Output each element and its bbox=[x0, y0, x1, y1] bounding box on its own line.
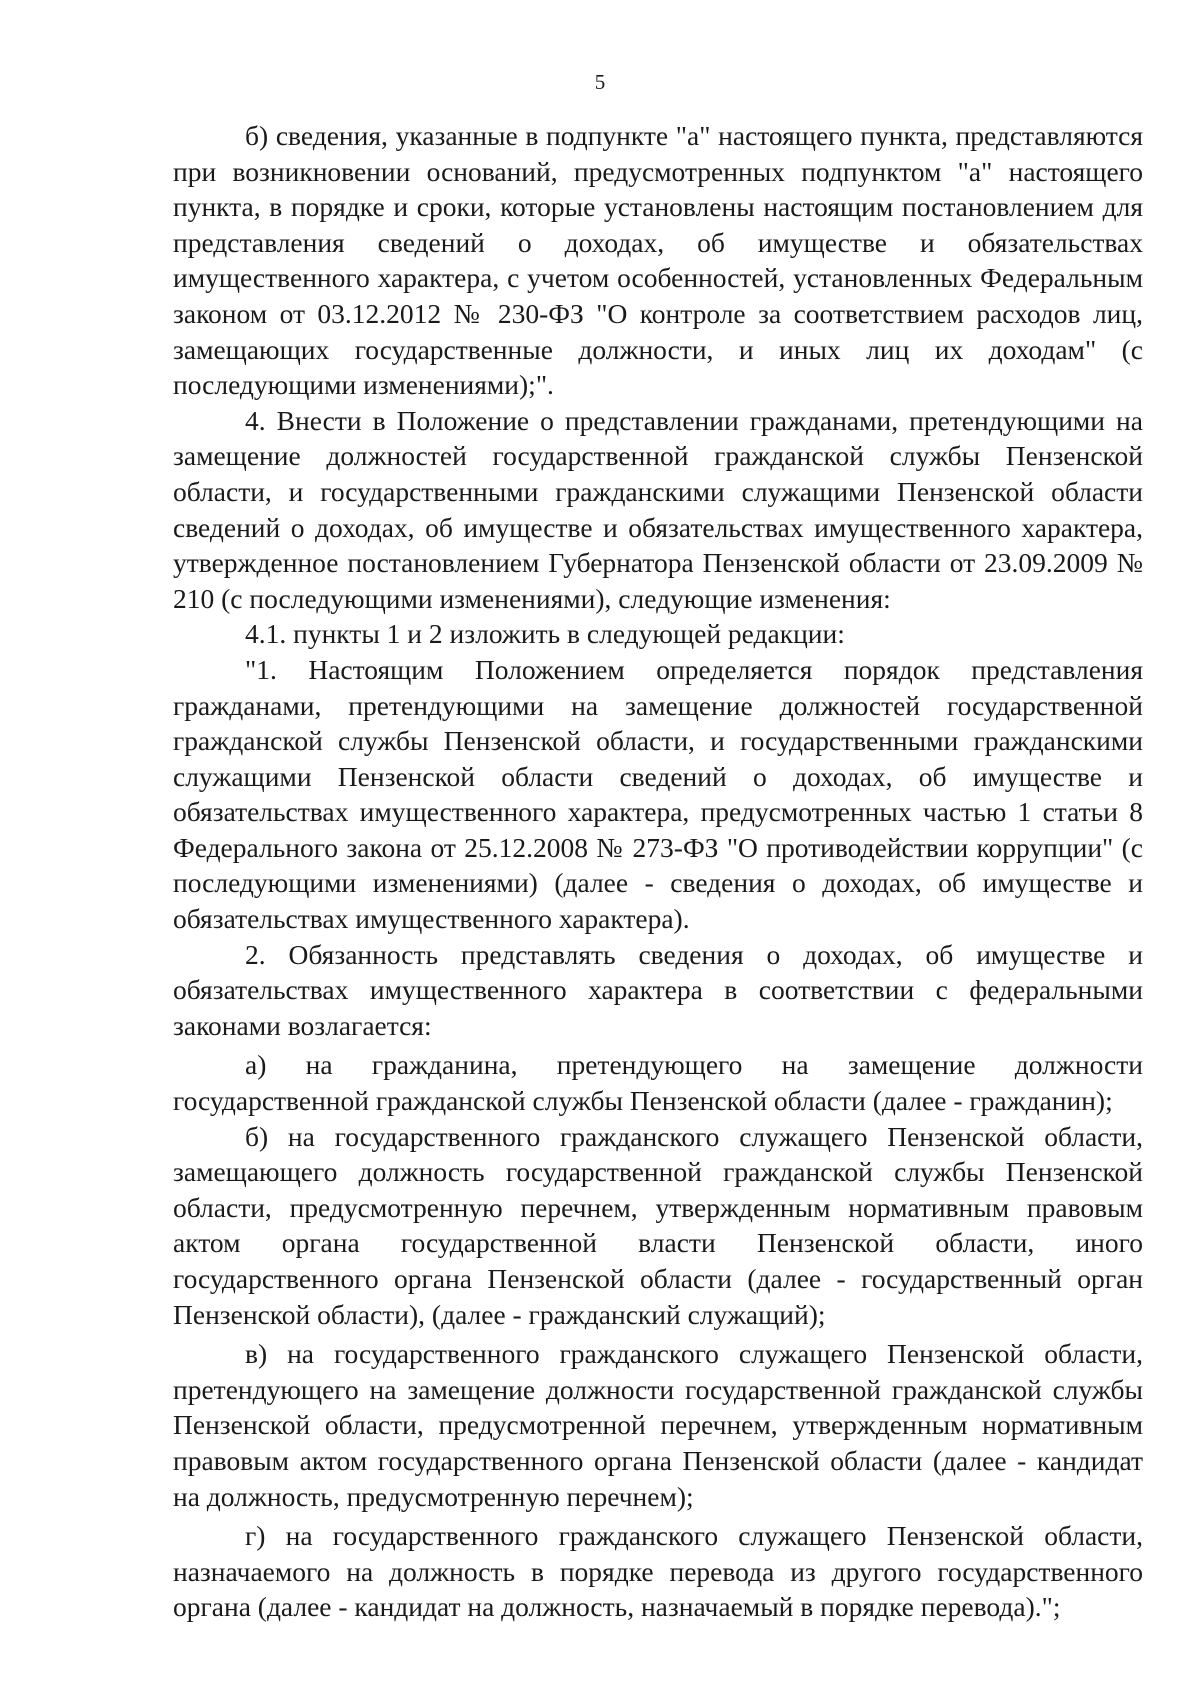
paragraph-subitem-b-info: б) сведения, указанные в подпункте "а" настоящего пункта, представляются при возникновении оснований, предусмотренных подпунктом "а" настоящего пункта, в порядке и сроки, которые установлены настоящим постановлением для представления сведений о доходах, об имуществе и обязательствах имущественного характера, с учетом особенностей, установленных Федеральным законом от 03.12.2012 № 230-ФЗ "О контроле за соответствием расходов лиц, замещающих государственные должности, и иных лиц их доходам" (с последующими изменениями);". bbox=[173, 120, 1143, 401]
paragraph-item-4: 4. Внести в Положение о представлении гражданами, претендующими на замещение должностей государственной гражданской службы Пензенской области, и государственными гражданскими служащими Пензенской области сведений о доходах, об имуществе и обязательствах имущественного характера, утвержденное постановлением Губернатора Пензенской области от 23.09.2009 № 210 (с последующими изменениями), следующие изменения: bbox=[173, 404, 1143, 614]
paragraph-clause-2-a: а) на гражданина, претендующего на замещение должности государственной гражданской службы Пензенской области (далее - гражданин); bbox=[173, 1049, 1143, 1117]
paragraph-clause-2-v: в) на государственного гражданского служащего Пензенской области, претендующего на замещение должности государственной гражданской службы Пензенской области, предусмотренной перечнем, утвержденным нормативным правовым актом государственного органа Пензенской области (далее - кандидат на должность, предусмотренную перечнем); bbox=[173, 1338, 1143, 1512]
paragraph-clause-1: "1. Настоящим Положением определяется порядок представления гражданами, претендующими на замещение должностей государственной гражданской службы Пензенской области, и государственными гражданскими служащими Пензенской области сведений о доходах, об имуществе и обязательствах имущественного характера, предусмотренных частью 1 статьи 8 Федерального закона от 25.12.2008 № 273-ФЗ "О противодействии коррупции" (с последующими изменениями) (далее - сведения о доходах, об имуществе и обязательствах имущественного характера). bbox=[173, 653, 1143, 935]
page-number: 5 bbox=[594, 70, 606, 94]
paragraph-clause-2-g: г) на государственного гражданского служащего Пензенской области, назначаемого на должность в порядке перевода из другого государственного органа (далее - кандидат на должность, назначаемый в порядке перевода)."; bbox=[173, 1520, 1143, 1623]
paragraph-clause-2: 2. Обязанность представлять сведения о доходах, об имуществе и обязательствах имущественного характера в соответствии с федеральными законами возлагается: bbox=[173, 938, 1143, 1041]
paragraph-item-4-1: 4.1. пункты 1 и 2 изложить в следующей редакции: bbox=[245, 618, 845, 650]
paragraph-clause-2-b: б) на государственного гражданского служащего Пензенской области, замещающего должность государственной гражданской службы Пензенской области, предусмотренную перечнем, утвержденным нормативным правовым актом органа государственной власти Пензенской области, иного государственного органа Пензенской области (далее - государственный орган Пензенской области), (далее - гражданский служащий); bbox=[173, 1120, 1143, 1330]
document-body bbox=[173, 118, 1143, 1625]
